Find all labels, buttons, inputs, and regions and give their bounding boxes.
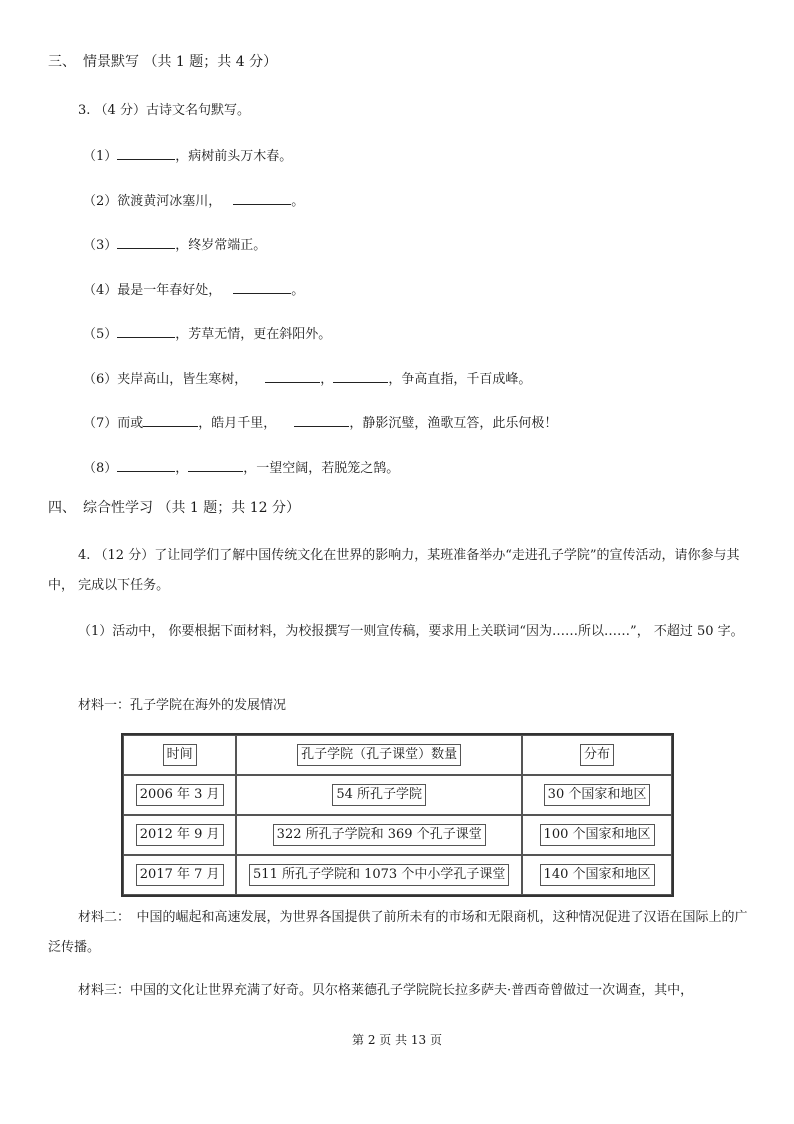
item-6-separator: ， [320, 372, 334, 387]
item-7 [83, 412, 557, 434]
item-1-blank[interactable] [117, 145, 175, 160]
item-2-blank[interactable] [233, 190, 291, 205]
item-5-number: （5） [83, 327, 118, 342]
item-2-number: （2） [83, 194, 118, 209]
item-3-text: ，终岁常端正。 [175, 238, 267, 253]
item-7-blank-1[interactable] [143, 412, 198, 427]
table-row [123, 855, 672, 895]
table-cell: 2017 年 7 月 [123, 855, 236, 895]
section-4-title: 四、 综合性学习 （共 1 题；共 12 分） [48, 500, 300, 516]
item-1 [83, 145, 292, 167]
item-1-number: （1） [83, 149, 118, 164]
table-row [123, 815, 672, 855]
table-cell: 140 个国家和地区 [522, 855, 672, 895]
task-1: （1）活动中， 你要根据下面材料，为校报撰写一则宣传稿，要求用上关联词“因为……所以……”， 不超过 50 字。 [78, 624, 744, 639]
table-header: 时间 [123, 735, 236, 775]
section-3-title: 三、 情景默写 （共 1 题；共 4 分） [48, 54, 278, 70]
table-header: 分布 [522, 735, 672, 775]
item-8 [83, 457, 399, 479]
item-6-blank-2[interactable] [333, 368, 388, 383]
item-3-blank[interactable] [117, 234, 175, 249]
item-3-number: （3） [83, 238, 118, 253]
item-7-blank-2[interactable] [294, 412, 349, 427]
item-8-end: ，一望空阔，若脱笼之鹄。 [243, 461, 400, 476]
table-header-row [123, 735, 672, 775]
item-1-text: ，病树前头万木春。 [175, 149, 293, 164]
item-8-blank-2[interactable] [188, 457, 243, 472]
item-2 [83, 190, 304, 212]
item-5-blank[interactable] [117, 323, 175, 338]
table-row [123, 775, 672, 815]
table-cell: 54 所孔子学院 [236, 775, 522, 815]
item-4-end: 。 [291, 283, 305, 298]
item-6-blank-1[interactable] [265, 368, 320, 383]
item-7-number: （7） [83, 416, 118, 431]
table-cell: 100 个国家和地区 [522, 815, 672, 855]
table-cell: 30 个国家和地区 [522, 775, 672, 815]
question-3-prompt: 3. （4 分）古诗文名句默写。 [78, 103, 250, 118]
development-table [121, 733, 674, 897]
table-cell: 2012 年 9 月 [123, 815, 236, 855]
item-8-number: （8） [83, 461, 118, 476]
material-3: 材料三：中国的文化让世界充满了好奇。贝尔格莱德孔子学院院长拉多萨夫·普西奇曾做过一次调查，其中， [78, 983, 694, 998]
item-6-number: （6） [83, 372, 118, 387]
question-4-prompt: 4. （12 分）了让同学们了解中国传统文化在世界的影响力，某班准备举办“走进孔子学院”的宣传活动，请你参与其中， 完成以下任务。 [48, 548, 740, 593]
item-6 [83, 368, 531, 390]
item-4 [83, 279, 304, 301]
item-2-text: 欲渡黄河冰塞川， [117, 194, 222, 209]
item-6-end: ，争高直指，千百成峰。 [388, 372, 532, 387]
item-4-text: 最是一年春好处， [117, 283, 222, 298]
item-3 [83, 234, 266, 256]
material-1-title: 材料一：孔子学院在海外的发展情况 [78, 698, 287, 713]
item-5-text: ，芳草无情，更在斜阳外。 [175, 327, 332, 342]
item-4-blank[interactable] [233, 279, 291, 294]
item-5 [83, 323, 331, 345]
page-footer: 第 2 页 共 13 页 [352, 1033, 442, 1047]
table-header: 孔子学院（孔子课堂）数量 [236, 735, 522, 775]
item-7-end: ，静影沉璧，渔歌互答，此乐何极！ [349, 416, 558, 431]
table-cell: 322 所孔子学院和 369 个孔子课堂 [236, 815, 522, 855]
material-2: 材料二： 中国的崛起和高速发展，为世界各国提供了前所未有的市场和无限商机，这种情况促进了汉语在国际上的广泛传播。 [48, 910, 748, 955]
item-2-end: 。 [291, 194, 305, 209]
item-8-separator: ， [175, 461, 189, 476]
item-7-middle: ，皓月千里， [198, 416, 277, 431]
table-cell: 511 所孔子学院和 1073 个中小学孔子课堂 [236, 855, 522, 895]
table-cell: 2006 年 3 月 [123, 775, 236, 815]
item-7-text: 而或 [117, 416, 144, 431]
item-4-number: （4） [83, 283, 118, 298]
item-8-blank-1[interactable] [117, 457, 175, 472]
item-6-text: 夹岸高山，皆生寒树， [117, 372, 248, 387]
